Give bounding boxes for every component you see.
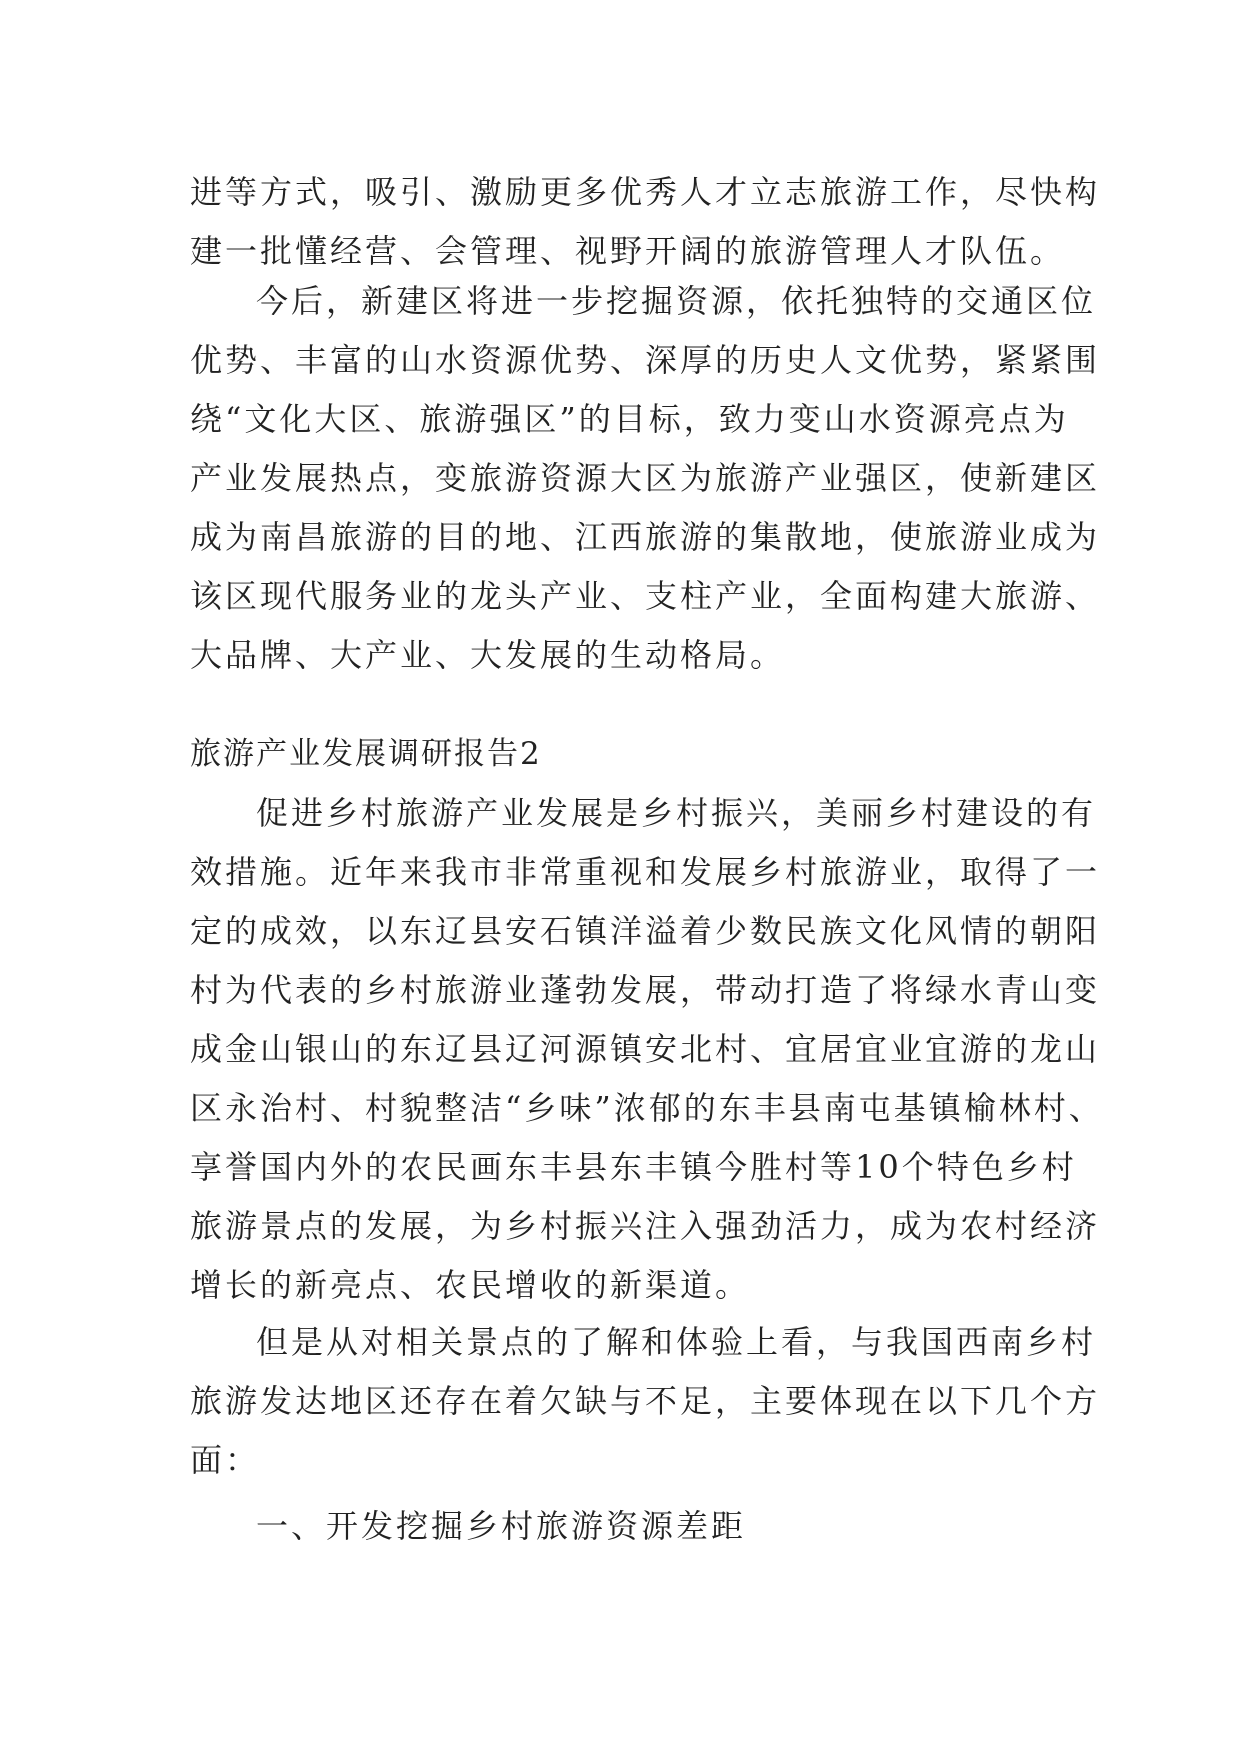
text-line: 享誉国内外的农民画东丰县东丰镇今胜村等10个特色乡村 bbox=[190, 1148, 1077, 1186]
text-line: 成金山银山的东辽县辽河源镇安北村、宜居宜业宜游的龙山 bbox=[190, 1030, 1101, 1068]
subheading-block bbox=[190, 1497, 1070, 1556]
paragraph-continuation bbox=[190, 163, 1101, 281]
text-line: 产业发展热点，变旅游资源大区为旅游产业强区，使新建区 bbox=[190, 459, 1101, 497]
text-line: 促进乡村旅游产业发展是乡村振兴，美丽乡村建设的有 bbox=[256, 794, 1097, 832]
section-title: 旅游产业发展调研报告2 bbox=[190, 736, 542, 772]
section-title-block bbox=[190, 725, 1070, 784]
text-line: 今后，新建区将进一步挖掘资源，依托独特的交通区位 bbox=[256, 282, 1097, 320]
text-line: 优势、丰富的山水资源优势、深厚的历史人文优势，紧紧围 bbox=[190, 341, 1101, 379]
text-line: 效措施。近年来我市非常重视和发展乡村旅游业，取得了一 bbox=[190, 853, 1101, 891]
text-line: 面： bbox=[190, 1441, 261, 1479]
text-line: 该区现代服务业的龙头产业、支柱产业，全面构建大旅游、 bbox=[190, 577, 1101, 615]
text-line: 村为代表的乡村旅游业蓬勃发展，带动打造了将绿水青山变 bbox=[190, 971, 1101, 1009]
text-line: 大品牌、大产业、大发展的生动格局。 bbox=[190, 636, 786, 674]
text-line: 增长的新亮点、农民增收的新渠道。 bbox=[190, 1266, 751, 1304]
text-line: 建一批懂经营、会管理、视野开阔的旅游管理人才队伍。 bbox=[190, 232, 1066, 270]
text-line: 但是从对相关景点的了解和体验上看，与我国西南乡村 bbox=[256, 1323, 1097, 1361]
text-line: 进等方式，吸引、激励更多优秀人才立志旅游工作，尽快构 bbox=[190, 173, 1101, 211]
text-line: 旅游发达地区还存在着欠缺与不足，主要体现在以下几个方 bbox=[190, 1382, 1101, 1420]
text-line: 成为南昌旅游的目的地、江西旅游的集散地，使旅游业成为 bbox=[190, 518, 1101, 556]
text-line: 定的成效，以东辽县安石镇洋溢着少数民族文化风情的朝阳 bbox=[190, 912, 1101, 950]
text-line: 区永治村、村貌整洁“乡味”浓郁的东丰县南屯基镇榆林村、 bbox=[190, 1089, 1104, 1127]
paragraph-future-plans bbox=[190, 272, 1101, 685]
text-line: 绕“文化大区、旅游强区”的目标，致力变山水资源亮点为 bbox=[190, 400, 1069, 438]
subheading: 一、开发挖掘乡村旅游资源差距 bbox=[256, 1507, 747, 1545]
paragraph-intro bbox=[190, 784, 1104, 1315]
paragraph-gaps bbox=[190, 1313, 1101, 1490]
text-line: 旅游景点的发展，为乡村振兴注入强劲活力，成为农村经济 bbox=[190, 1207, 1101, 1245]
